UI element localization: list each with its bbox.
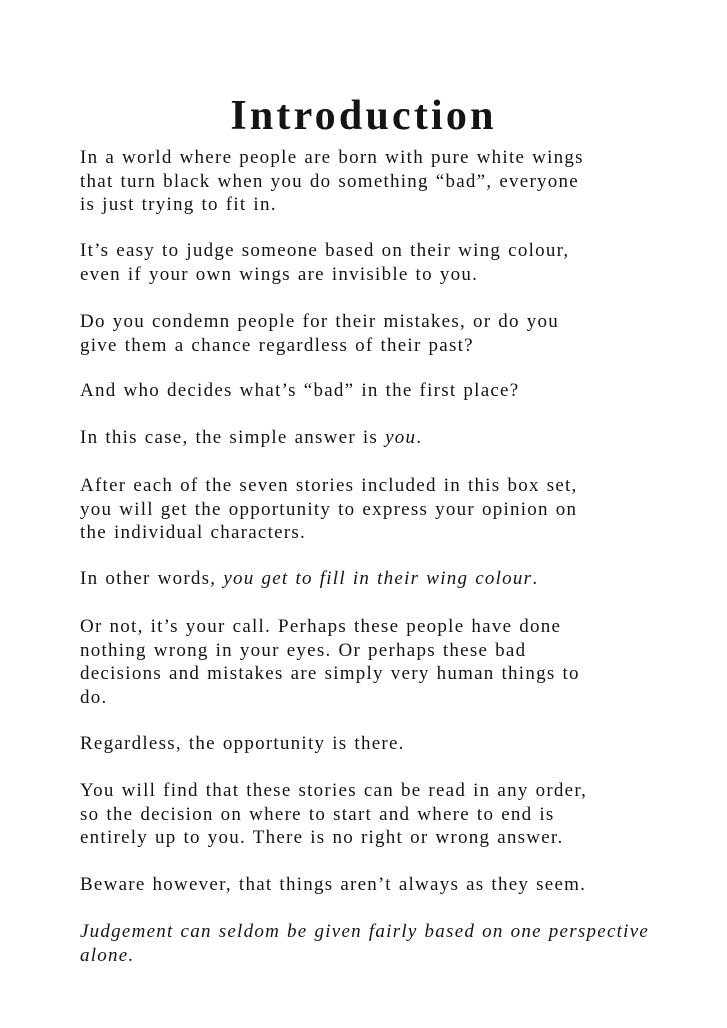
paragraph-simple-answer — [80, 426, 660, 450]
text-line: Do you condemn people for their mistakes, or do you — [80, 311, 560, 332]
text-line: even if your own wings are invisible to you. — [80, 263, 479, 285]
text-line: give them a chance regardless of their past? — [80, 334, 474, 356]
text-run: . — [532, 568, 539, 589]
paragraph-any-order — [80, 779, 660, 850]
paragraph-after-stories — [80, 474, 660, 545]
paragraph-who-decides — [80, 379, 660, 403]
text-line: is just trying to fit in. — [80, 194, 277, 215]
text-line: Beware however, that things aren’t always as they seem. — [80, 874, 587, 895]
text-run: . — [416, 427, 423, 448]
text-line: You will find that these stories can be read in any order, — [80, 780, 588, 801]
paragraph-your-call — [80, 615, 660, 709]
emphasis-text: you — [385, 427, 417, 448]
text-run: In other words, — [80, 568, 224, 589]
paragraph-other-words — [80, 567, 660, 591]
text-line: the individual characters. — [80, 522, 307, 543]
text-line: alone. — [80, 944, 135, 966]
text-run: In this case, the simple answer is — [80, 427, 386, 448]
text-line: that turn black when you do something “bad”, everyone — [80, 170, 579, 192]
text-line: And who decides what’s “bad” in the first place? — [80, 380, 520, 401]
paragraph-wings-world — [80, 146, 660, 217]
emphasis-text: you get to fill in their wing colour — [223, 568, 533, 589]
text-line: It’s easy to judge someone based on their wing colour, — [80, 240, 570, 261]
text-line: Or not, it’s your call. Perhaps these people have done — [80, 616, 562, 637]
text-line: you will get the opportunity to express your opinion on — [80, 498, 578, 520]
text-line: entirely up to you. There is no right or wrong answer. — [80, 827, 564, 848]
paragraph-condemn — [80, 310, 660, 357]
page-title: Introduction — [230, 93, 497, 140]
paragraph-regardless — [80, 732, 660, 756]
text-line: do. — [80, 686, 108, 708]
text-line: Regardless, the opportunity is there. — [80, 733, 405, 754]
paragraph-beware — [80, 873, 660, 897]
text-line: so the decision on where to start and where to end is — [80, 803, 555, 825]
text-line: Judgement can seldom be given fairly based on one perspective — [80, 921, 650, 942]
text-line: After each of the seven stories included in this box set, — [80, 475, 578, 496]
paragraph-judgement — [80, 920, 660, 967]
text-line: In a world where people are born with pure white wings — [80, 147, 584, 168]
text-line — [80, 567, 660, 591]
text-line: nothing wrong in your eyes. Or perhaps these bad — [80, 639, 527, 661]
text-line: decisions and mistakes are simply very human things to — [80, 663, 580, 684]
text-line — [80, 426, 660, 450]
paragraph-judge-colour — [80, 239, 660, 286]
